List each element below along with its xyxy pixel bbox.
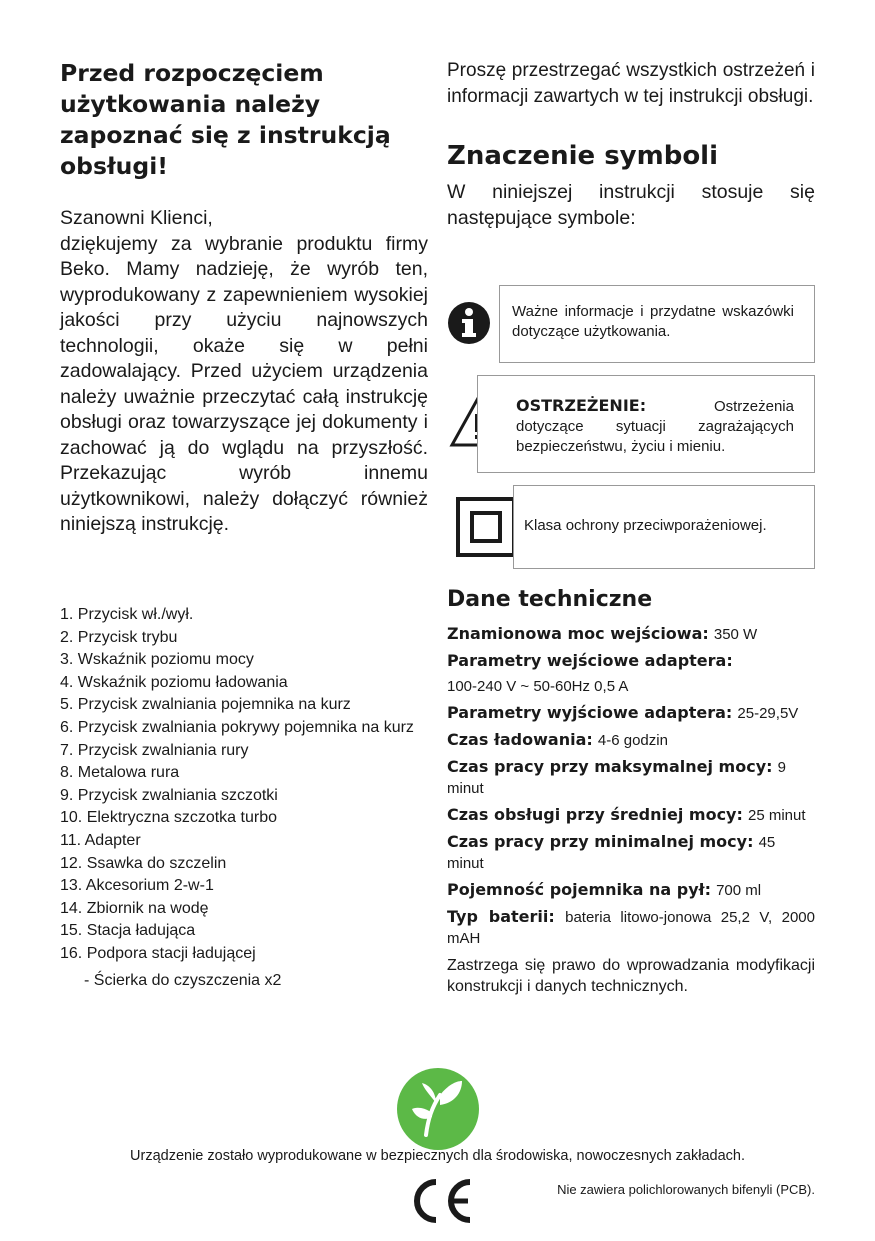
tech-data — [447, 624, 815, 997]
symbol-info-text: Ważne informacje i przydatne wskazówki dotyczące użytkowania. — [512, 303, 794, 340]
list-item: 2. Przycisk trybu — [60, 628, 178, 646]
list-item: 10. Elektryczna szczotka turbo — [60, 809, 277, 827]
list-item: 8. Metalowa rura — [60, 764, 180, 782]
ce-mark-icon — [404, 1176, 476, 1226]
list-item: 3. Wskaźnik poziomu mocy — [60, 651, 254, 669]
tech-row — [447, 757, 815, 799]
tech-key: Typ baterii: — [447, 907, 555, 926]
tech-value: 700 ml — [716, 882, 762, 899]
tech-key: Pojemność pojemnika na pył: — [447, 880, 711, 899]
double-insulation-icon — [456, 497, 516, 557]
list-item: 11. Adapter — [60, 831, 141, 849]
parts-list — [60, 604, 428, 992]
eco-text: Urządzenie zostało wyprodukowane w bezpiecznych dla środowiska, nowoczesnych zakładach. — [130, 1148, 745, 1164]
symbol-warning-text — [516, 396, 794, 457]
tech-key: Czas pracy przy maksymalnej mocy: — [447, 757, 773, 776]
tech-value: bateria litowo-jonowa 25,2 V, 2000 mAH — [447, 909, 815, 947]
tech-key: Znamionowa moc wejściowa: — [447, 624, 709, 643]
tech-row — [447, 805, 815, 826]
symbol-class-box — [513, 485, 815, 569]
tech-value: 25-29,5V — [737, 705, 799, 722]
list-item: 15. Stacja ładująca — [60, 922, 196, 940]
tech-row — [447, 880, 815, 901]
eco-leaf-icon — [396, 1067, 480, 1151]
tech-title: Dane techniczne — [447, 587, 653, 612]
info-icon — [447, 301, 491, 345]
greeting: Szanowni Klienci, — [60, 207, 213, 229]
list-item-extra: - Ścierka do czyszczenia x2 — [84, 971, 282, 989]
tech-value: 350 W — [713, 626, 758, 643]
tech-value: 25 minut — [747, 807, 806, 824]
warning-description: Ostrzeżenia dotyczące sytuacji zagrażających bezpieczeństwu, życiu i mieniu. — [516, 398, 794, 455]
right-column — [447, 58, 815, 231]
symbols-intro: W niniejszej instrukcji stosuje się następujące symbole: — [447, 181, 815, 229]
symbol-class-row — [447, 485, 815, 569]
tech-key: Czas pracy przy minimalnej mocy: — [447, 832, 754, 851]
symbol-warning-row — [447, 375, 815, 473]
tech-value: 4-6 godzin — [597, 732, 668, 749]
list-item: 9. Przycisk zwalniania szczotki — [60, 786, 278, 804]
tech-row — [447, 703, 815, 724]
warning-label: OSTRZEŻENIE: — [516, 396, 647, 415]
tech-key: Parametry wejściowe adaptera: — [447, 651, 733, 670]
list-item: 4. Wskaźnik poziomu ładowania — [60, 673, 288, 691]
list-item: 7. Przycisk zwalniania rury — [60, 741, 249, 759]
symbol-info-box — [499, 285, 815, 363]
tech-key: Parametry wyjściowe adaptera: — [447, 703, 733, 722]
tech-row — [447, 907, 815, 949]
tech-key: Czas ładowania: — [447, 730, 593, 749]
tech-value: 45 minut — [447, 834, 776, 872]
symbol-info-row — [447, 285, 815, 363]
warnings-note: Proszę przestrzegać wszystkich ostrzeżeń i informacji zawartych w tej instrukcji obsługi. — [447, 60, 815, 107]
symbol-class-text: Klasa ochrony przeciwporażeniowej. — [524, 517, 767, 534]
tech-row — [447, 651, 815, 697]
pcb-note: Nie zawiera polichlorowanych bifenyli (PCB). — [557, 1182, 815, 1197]
list-item: 13. Akcesorium 2-w-1 — [60, 877, 214, 895]
intro-paragraph: dziękujemy za wybranie produktu firmy Beko. Mamy nadzieję, że wyrób ten, wyprodukowany z zapewnieniem wysokiej jakości przy użyciu najnowszych technologii, okaże się w pełni zadowalający. Przed użyciem urządzenia należy uważnie przeczytać całą instrukcję obsługi oraz towarzyszące jej dokumenty i zachować ją do wglądu na przyszłość. Przekazując wyrób innemu użytkownikowi, należy dołączyć również niniejszą instrukcję. — [60, 232, 428, 535]
list-item: 12. Ssawka do szczelin — [60, 854, 227, 872]
left-column — [60, 58, 428, 538]
list-item: 6. Przycisk zwalniania pokrywy pojemnika na kurz — [60, 718, 414, 736]
symbols-title: Znaczenie symboli — [447, 141, 719, 171]
list-item: 14. Zbiornik na wodę — [60, 899, 209, 917]
page-title: Przed rozpoczęciem użytkowania należy zapoznać się z instrukcją obsługi! — [60, 59, 391, 180]
tech-row — [447, 832, 815, 874]
tech-row — [447, 730, 815, 751]
symbol-warning-box — [477, 375, 815, 473]
list-item: 1. Przycisk wł./wył. — [60, 606, 194, 623]
list-item: 5. Przycisk zwalniania pojemnika na kurz — [60, 696, 351, 714]
tech-key: Czas obsługi przy średniej mocy: — [447, 805, 743, 824]
tech-value: 100-240 V ~ 50-60Hz 0,5 A — [447, 678, 629, 695]
tech-note: Zastrzega się prawo do wprowadzania modyfikacji konstrukcji i danych technicznych. — [447, 957, 815, 995]
list-item: 16. Podpora stacji ładującej — [60, 944, 256, 962]
tech-value: 9 minut — [447, 759, 786, 797]
tech-row — [447, 624, 815, 645]
